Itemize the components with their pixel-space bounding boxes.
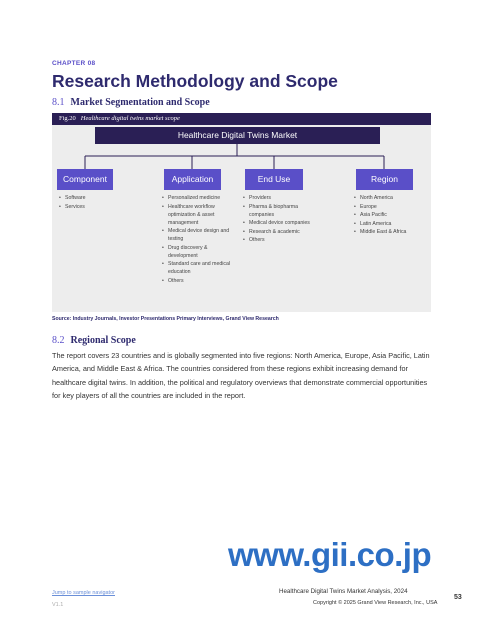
- section-number: 8.2: [52, 335, 65, 346]
- watermark: www.gii.co.jp: [228, 536, 432, 573]
- end-use-list: [243, 194, 321, 245]
- list-item: • North America: [354, 194, 428, 202]
- sample-navigator-link[interactable]: Jump to sample navigator: [52, 590, 115, 596]
- figure-caption: Healthcare digital twins market scope: [80, 115, 180, 122]
- category-box-component: Component: [57, 169, 113, 190]
- application-list: [162, 194, 234, 286]
- list-item: • Middle East & Africa: [354, 228, 428, 236]
- list-item: • Asia Pacific: [354, 211, 428, 219]
- category-box-application: Application: [164, 169, 221, 190]
- list-item: • Healthcare workflow optimization & asset management: [162, 203, 234, 227]
- list-item: • Europe: [354, 203, 428, 211]
- section-title: Regional Scope: [70, 335, 136, 346]
- page-number: 53: [454, 594, 462, 601]
- section-heading-8-2: [52, 335, 136, 346]
- list-item: • Others: [243, 236, 321, 244]
- list-item: • Medical device companies: [243, 219, 321, 227]
- region-list: [354, 194, 428, 237]
- list-item: • Medical device design and testing: [162, 227, 234, 243]
- list-item: • Research & academic: [243, 228, 321, 236]
- component-list: [59, 194, 129, 211]
- section-number: 8.1: [52, 97, 65, 108]
- category-box-end-use: End Use: [245, 169, 303, 190]
- list-item: • Software: [59, 194, 129, 202]
- footer-copyright: Copyright © 2025 Grand View Research, Inc., USA: [313, 600, 438, 606]
- tree-root-box: Healthcare Digital Twins Market: [95, 127, 380, 144]
- figure-label: Fig.20: [59, 115, 76, 122]
- section-title: Market Segmentation and Scope: [70, 97, 210, 108]
- list-item: • Drug discovery & development: [162, 244, 234, 260]
- list-item: • Providers: [243, 194, 321, 202]
- version-label: V1.1: [52, 602, 64, 608]
- page-title: Research Methodology and Scope: [52, 71, 338, 91]
- chapter-label: CHAPTER 08: [52, 60, 96, 67]
- list-item: • Others: [162, 277, 234, 285]
- figure-source: Source: Industry Journals, Investor Presentations Primary Interviews, Grand View Research: [52, 316, 279, 322]
- footer-report-title: Healthcare Digital Twins Market Analysis, 2024: [279, 588, 408, 595]
- list-item: • Services: [59, 203, 129, 211]
- list-item: • Personalized medicine: [162, 194, 234, 202]
- list-item: • Standard care and medical education: [162, 260, 234, 276]
- list-item: • Latin America: [354, 220, 428, 228]
- list-item: • Pharma & biopharma companies: [243, 203, 321, 219]
- category-box-region: Region: [356, 169, 413, 190]
- regional-scope-paragraph: The report covers 23 countries and is globally segmented into five regions: North America, Europe, Asia Pacific, Latin America, and Middle East & Africa. The countries considered from these regions exhibit increasing demand for healthcare digital twins. In addition, the political and regulatory overviews that demonstrate commercial opportunities for key players of all the countries are included in the report.: [52, 351, 430, 400]
